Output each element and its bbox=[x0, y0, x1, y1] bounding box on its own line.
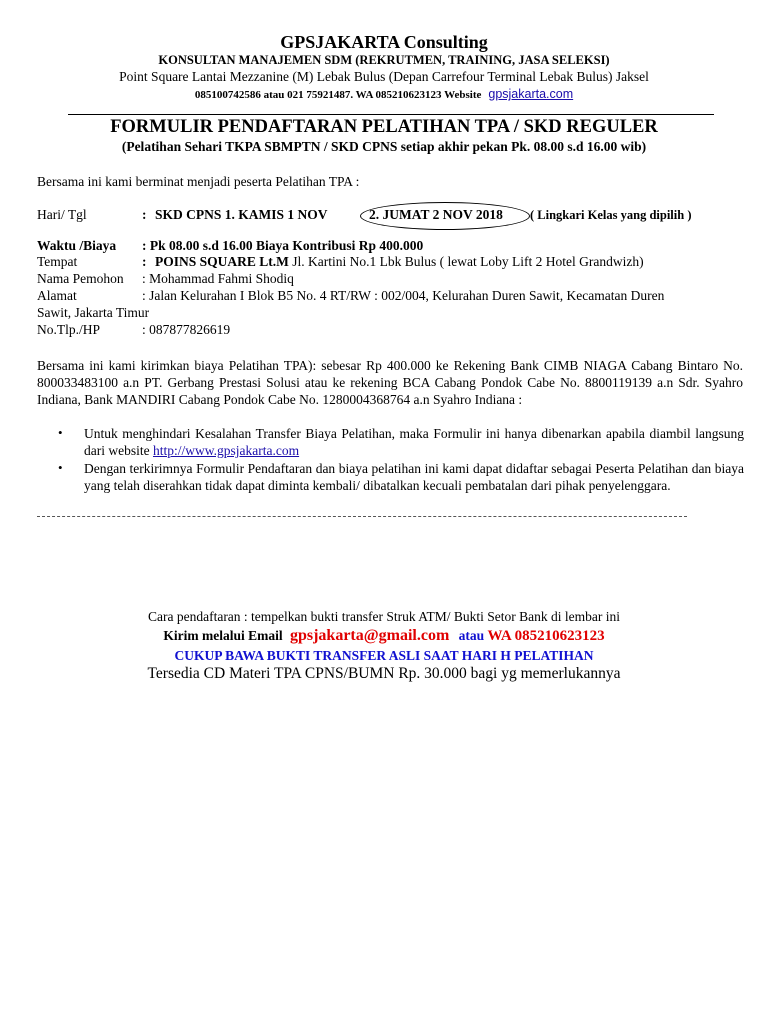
nama-value: : Mohammad Fahmi Shodiq bbox=[142, 271, 294, 286]
form-subtitle: (Pelatihan Sehari TKPA SBMPTN / SKD CPNS setiap akhir pekan Pk. 08.00 s.d 16.00 wib) bbox=[121, 139, 647, 154]
hari-row bbox=[37, 207, 328, 223]
tlp-value: : 087877826619 bbox=[142, 322, 231, 337]
hari-label: Hari/ Tgl bbox=[37, 207, 87, 222]
cukup-text: CUKUP BAWA BUKTI TRANSFER ASLI SAAT HARI H PELATIHAN bbox=[174, 648, 594, 663]
form-title: FORMULIR PENDAFTARAN PELATIHAN TPA / SKD REGULER bbox=[110, 117, 658, 137]
alamat-row bbox=[37, 288, 664, 304]
website-link[interactable]: gpsjakarta.com bbox=[488, 87, 574, 101]
company-subtitle: KONSULTAN MANAJEMEN SDM (REKRUTMEN, TRAINING, JASA SELEKSI) bbox=[158, 53, 610, 67]
bullet-1-link[interactable]: http://www.gpsjakarta.com bbox=[152, 443, 300, 458]
cara-text: Cara pendaftaran : tempelkan bukti transfer Struk ATM/ Bukti Setor Bank di lembar ini bbox=[147, 609, 621, 624]
hari-note: ( Lingkari Kelas yang dipilih ) bbox=[530, 208, 692, 222]
tempat-row bbox=[37, 254, 644, 270]
nama-label: Nama Pemohon bbox=[37, 271, 124, 286]
company-name: GPSJAKARTA Consulting bbox=[280, 32, 488, 52]
header-divider bbox=[68, 114, 714, 115]
hari-sep: : bbox=[142, 207, 147, 222]
kirim-prefix: Kirim melalui Email bbox=[163, 628, 283, 643]
tlp-row bbox=[37, 322, 230, 338]
tempat-rest: Jl. Kartini No.1 Lbk Bulus ( lewat Loby Lift 2 Hotel Grandwizh) bbox=[288, 254, 644, 269]
alamat-value: : Jalan Kelurahan I Blok B5 No. 4 RT/RW : 002/004, Kelurahan Duren Sawit, Kecamatan Duren bbox=[142, 288, 665, 303]
tempat-sep: : bbox=[142, 254, 147, 269]
hari-option-2: 2. JUMAT 2 NOV 2018 bbox=[369, 207, 503, 222]
bullet-1-text: Untuk menghindari Kesalahan Transfer Biaya Pelatihan, maka Formulir ini hanya dibenarkan apabila diambil langsung dari website bbox=[84, 426, 744, 458]
kirim-line bbox=[0, 627, 768, 645]
tersedia-text: Tersedia CD Materi TPA CPNS/BUMN Rp. 30.000 bagi yg memerlukannya bbox=[147, 665, 621, 682]
waktu-value: : Pk 08.00 s.d 16.00 Biaya Kontribusi Rp 400.000 bbox=[142, 238, 424, 253]
tempat-label: Tempat bbox=[37, 254, 78, 269]
company-contact-line bbox=[0, 87, 768, 102]
bullet-2: Dengan terkirimnya Formulir Pendaftaran dan biaya pelatihan ini kami dapat didaftar sebagai Peserta Pelatihan dan biaya yang telah diserahkan tidak dapat diminta kembali/ dibatalkan kecuali pembatalan dari pihak penyelenggara. bbox=[84, 461, 744, 493]
bullet-marker-1: • bbox=[58, 425, 63, 440]
alamat-value-cont: Sawit, Jakarta Timur bbox=[37, 305, 150, 320]
company-address: Point Square Lantai Mezzanine (M) Lebak Bulus (Depan Carrefour Terminal Lebak Bulus) Jaksel bbox=[119, 69, 649, 84]
tempat-bold: POINS SQUARE Lt.M bbox=[155, 254, 289, 269]
hari-option-1: SKD CPNS 1. KAMIS 1 NOV bbox=[155, 207, 328, 222]
bullet-marker-2: • bbox=[58, 460, 63, 475]
atau-text: atau bbox=[458, 628, 485, 643]
waktu-row bbox=[37, 238, 423, 254]
bullet-1 bbox=[84, 425, 744, 459]
waktu-label: Waktu /Biaya bbox=[37, 238, 117, 253]
company-contact: 085100742586 atau 021 75921487. WA 085210623123 Website bbox=[194, 89, 482, 101]
alamat-label: Alamat bbox=[37, 288, 77, 303]
email-address[interactable]: gpsjakarta@gmail.com bbox=[289, 627, 450, 644]
intro-text: Bersama ini kami berminat menjadi peserta Pelatihan TPA : bbox=[37, 174, 360, 189]
nama-row bbox=[37, 271, 294, 287]
wa-number: WA 085210623123 bbox=[487, 628, 605, 644]
payment-paragraph: Bersama ini kami kirimkan biaya Pelatihan TPA): sebesar Rp 400.000 ke Rekening Bank CIMB NIAGA Cabang Bintaro No. 800033483100 a.n PT. Gerbang Prestasi Solusi atau ke rekening BCA Cabang Pondok Cabe No. 8800119139 a.n Sdr. Syahro Indiana, Bank MANDIRI Cabang Pondok Cabe No. 1280004368764 a.n Syahro Indiana : bbox=[37, 358, 743, 407]
tlp-label: No.Tlp./HP bbox=[37, 322, 101, 337]
cut-line bbox=[37, 516, 687, 517]
